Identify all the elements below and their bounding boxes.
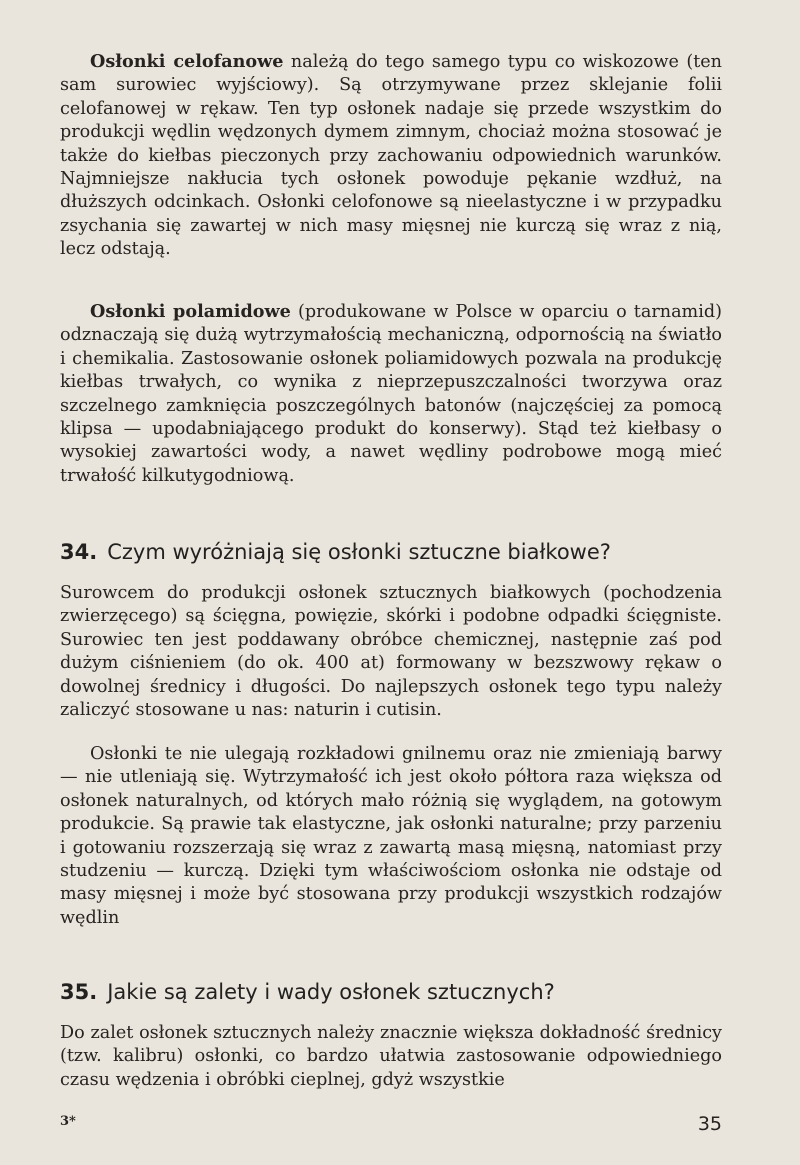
term-polamidowe: Osłonki polamidowe <box>90 301 291 322</box>
section-number: 35. <box>60 980 98 1004</box>
paragraph-text: (produkowane w Polsce w oparciu o tarnamid) odznaczają się dużą wytrzymałością mechaniczną, odpornością na światło i chemikalia. Zastosowanie osłonek poliamidowych pozwala na produkcję kiełbas trwałych, co wynika z nieprzepuszczalności tworzywa oraz szczelnego zamknięcia poszczególnych batonów (najczęściej za pomocą klipsa — upodabniającego produkt do konserwy). Stąd też kiełbasy o wysokiej zawartości wody, a nawet wędliny podrobowe mogą mieć trwałość kilkutygodniową. <box>60 302 722 486</box>
page-number: 35 <box>697 1113 722 1135</box>
paragraph-oslonki-te: Osłonki te nie ulegają rozkładowi gnilnemu oraz nie zmieniają barwy — nie utleniają się. Wytrzymałość ich jest około półtora raza większa od osłonek naturalnych, od których mało różnią się wyglądem, na gotowym produkcie. Są prawie tak elastyczne, jak osłonki naturalne; przy parzeniu i gotowaniu rozszerzają się wraz z zawartą masą mięsną, natomiast przy studzeniu — kurczą. Dzięki tym właściwościom osłonka nie odstaje od masy mięsnej i może być stosowana przy produkcji wszystkich rodzajów wędlin <box>60 744 722 928</box>
section-heading-34 <box>60 538 740 566</box>
paragraph-text: należą do tego samego typu co wiskozowe (ten sam surowiec wyjściowy). Są otrzymywane przez sklejanie folii celofanowej w rękaw. Ten typ osłonek nadaje się przede wszystkim do produkcji wędlin wędzonych dymem zimnym, chociaż można stosować je także do kiełbas pieczonych przy zachowaniu odpowiednich warunków. Najmniejsze nakłucia tych osłonek powoduje pękanie wzdłuż, na dłuższych odcinkach. Osłonki celofonowe są nieelastyczne i w przypadku zsychania się zawartej w nich masy mięsnej nie kurczą się wraz z nią, lecz odstają. <box>60 52 723 260</box>
paragraph-celofanowe <box>60 50 722 262</box>
paragraph-polamidowe <box>60 300 722 488</box>
paragraph-surowcem: Surowcem do produkcji osłonek sztucznych białkowych (pochodzenia zwierzęcego) są ścięgna, powięzie, skórki i podobne odpadki ścięgniste. Surowiec ten jest poddawany obróbce chemicznej, następnie zaś pod dużym ciśnieniem (do ok. 400 at) formowany w bezszwowy rękaw o dowolnej średnicy i długości. Do najlepszych osłonek tego typu należy zaliczyć stosowane u nas: naturin i cutisin. <box>60 583 722 721</box>
section-title: Czym wyróżniają się osłonki sztuczne białkowe? <box>107 540 611 564</box>
section-title: Jakie są zalety i wady osłonek sztucznych? <box>107 980 555 1004</box>
section-number: 34. <box>60 540 98 564</box>
term-celofanowe: Osłonki celofanowe <box>90 51 284 72</box>
signature-mark: 3* <box>60 1114 76 1129</box>
paragraph-zalety: Do zalet osłonek sztucznych należy znacznie większa dokładność średnicy (tzw. kalibru) osłonki, co bardzo ułatwia zastosowanie odpowiedniego czasu wędzenia i obróbki cieplnej, gdyż wszystkie <box>60 1023 722 1090</box>
section-heading-35 <box>60 978 740 1006</box>
